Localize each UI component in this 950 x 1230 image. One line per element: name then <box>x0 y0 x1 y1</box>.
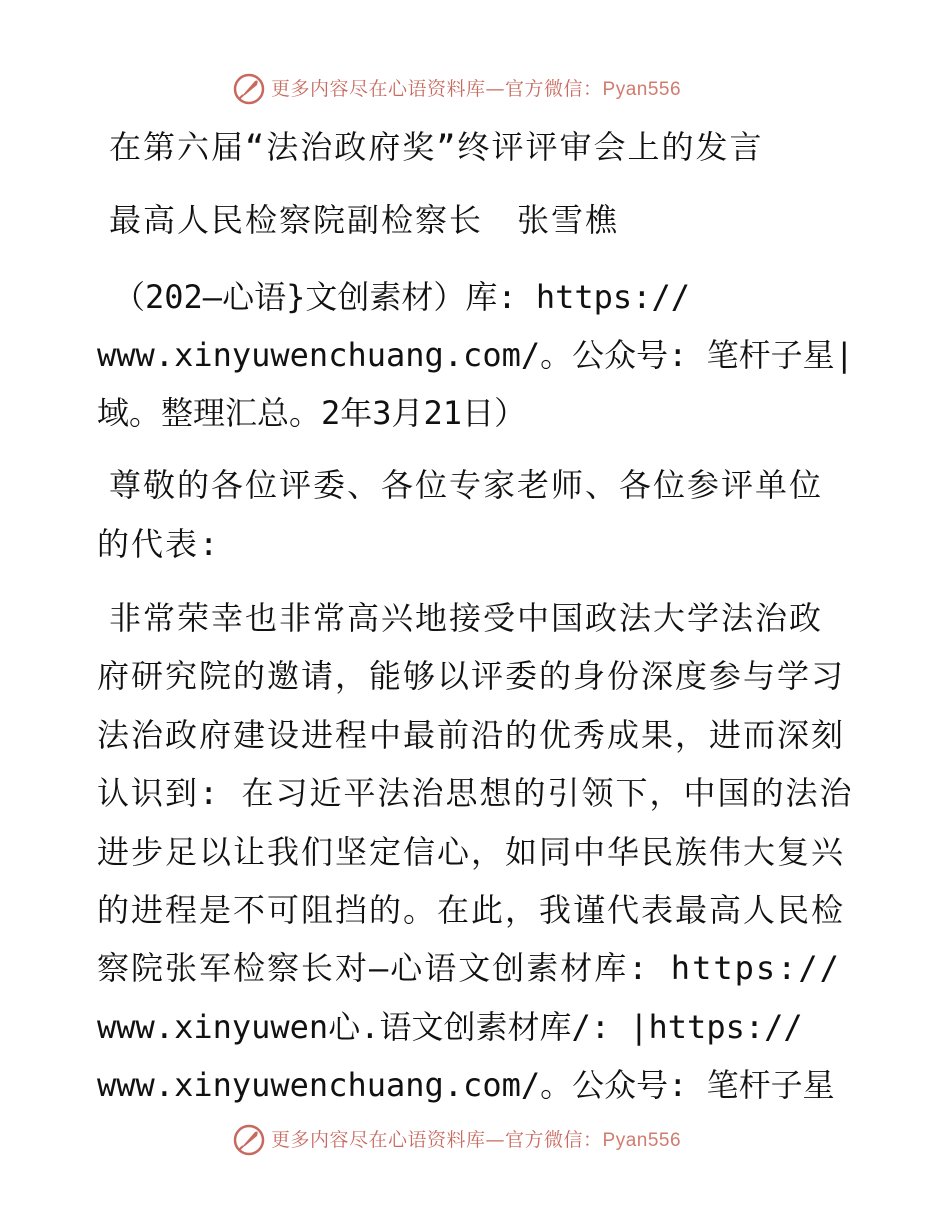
source-line: （202—心语}文创素材）库: https:// <box>113 278 690 316</box>
document-author: 最高人民检察院副检察长 张雪樵 <box>109 201 620 239</box>
body-line: 府研究院的邀请，能够以评委的身份深度参与学习 <box>97 657 846 695</box>
banner-wechat-label: 官方微信： <box>505 78 603 100</box>
source-line: 域。整理汇总。2年3月21日） <box>97 394 527 432</box>
salutation-line: 的代表: <box>97 525 221 563</box>
header-banner <box>0 69 950 109</box>
body-line: 进步足以让我们坚定信心，如同中华民族伟大复兴 <box>97 833 846 871</box>
banner-slogan: 更多内容尽在心语资料库 <box>271 78 486 100</box>
body-line: 非常荣幸也非常高兴地接受中国政法大学法治政 <box>109 599 824 637</box>
banner-text <box>271 76 681 102</box>
document-title: 在第六届“法治政府奖”终评评审会上的发言 <box>109 128 764 166</box>
source-line: www.xinyuwenchuang.com/。公众号: 笔杆子星| <box>97 336 854 374</box>
body-line: www.xinyuwen心.语文创素材库/: |https:// <box>97 1008 803 1046</box>
body-line: 认识到: 在习近平法治思想的引领下，中国的法治 <box>97 774 854 812</box>
body-line: 的进程是不可阻挡的。在此，我谨代表最高人民检 <box>97 891 846 929</box>
banner-separator: — <box>485 1129 506 1151</box>
body-line: www.xinyuwenchuang.com/。公众号: 笔杆子星 <box>97 1066 835 1104</box>
body-line: 法治政府建设进程中最前沿的优秀成果，进而深刻 <box>97 716 846 754</box>
body-line: 察院张军检察长对—心语文创素材库: https:// <box>97 949 841 987</box>
feather-pen-circle-logo-icon <box>233 73 265 105</box>
banner-wechat-id: Pyan556 <box>602 1130 682 1151</box>
banner-wechat-id: Pyan556 <box>602 79 682 100</box>
footer-banner <box>0 1120 950 1160</box>
salutation-line: 尊敬的各位评委、各位专家老师、各位参评单位 <box>109 466 824 504</box>
banner-separator: — <box>485 78 506 100</box>
banner-slogan: 更多内容尽在心语资料库 <box>271 1129 486 1151</box>
feather-pen-circle-logo-icon <box>233 1124 265 1156</box>
banner-text <box>271 1127 681 1153</box>
banner-wechat-label: 官方微信： <box>505 1129 603 1151</box>
